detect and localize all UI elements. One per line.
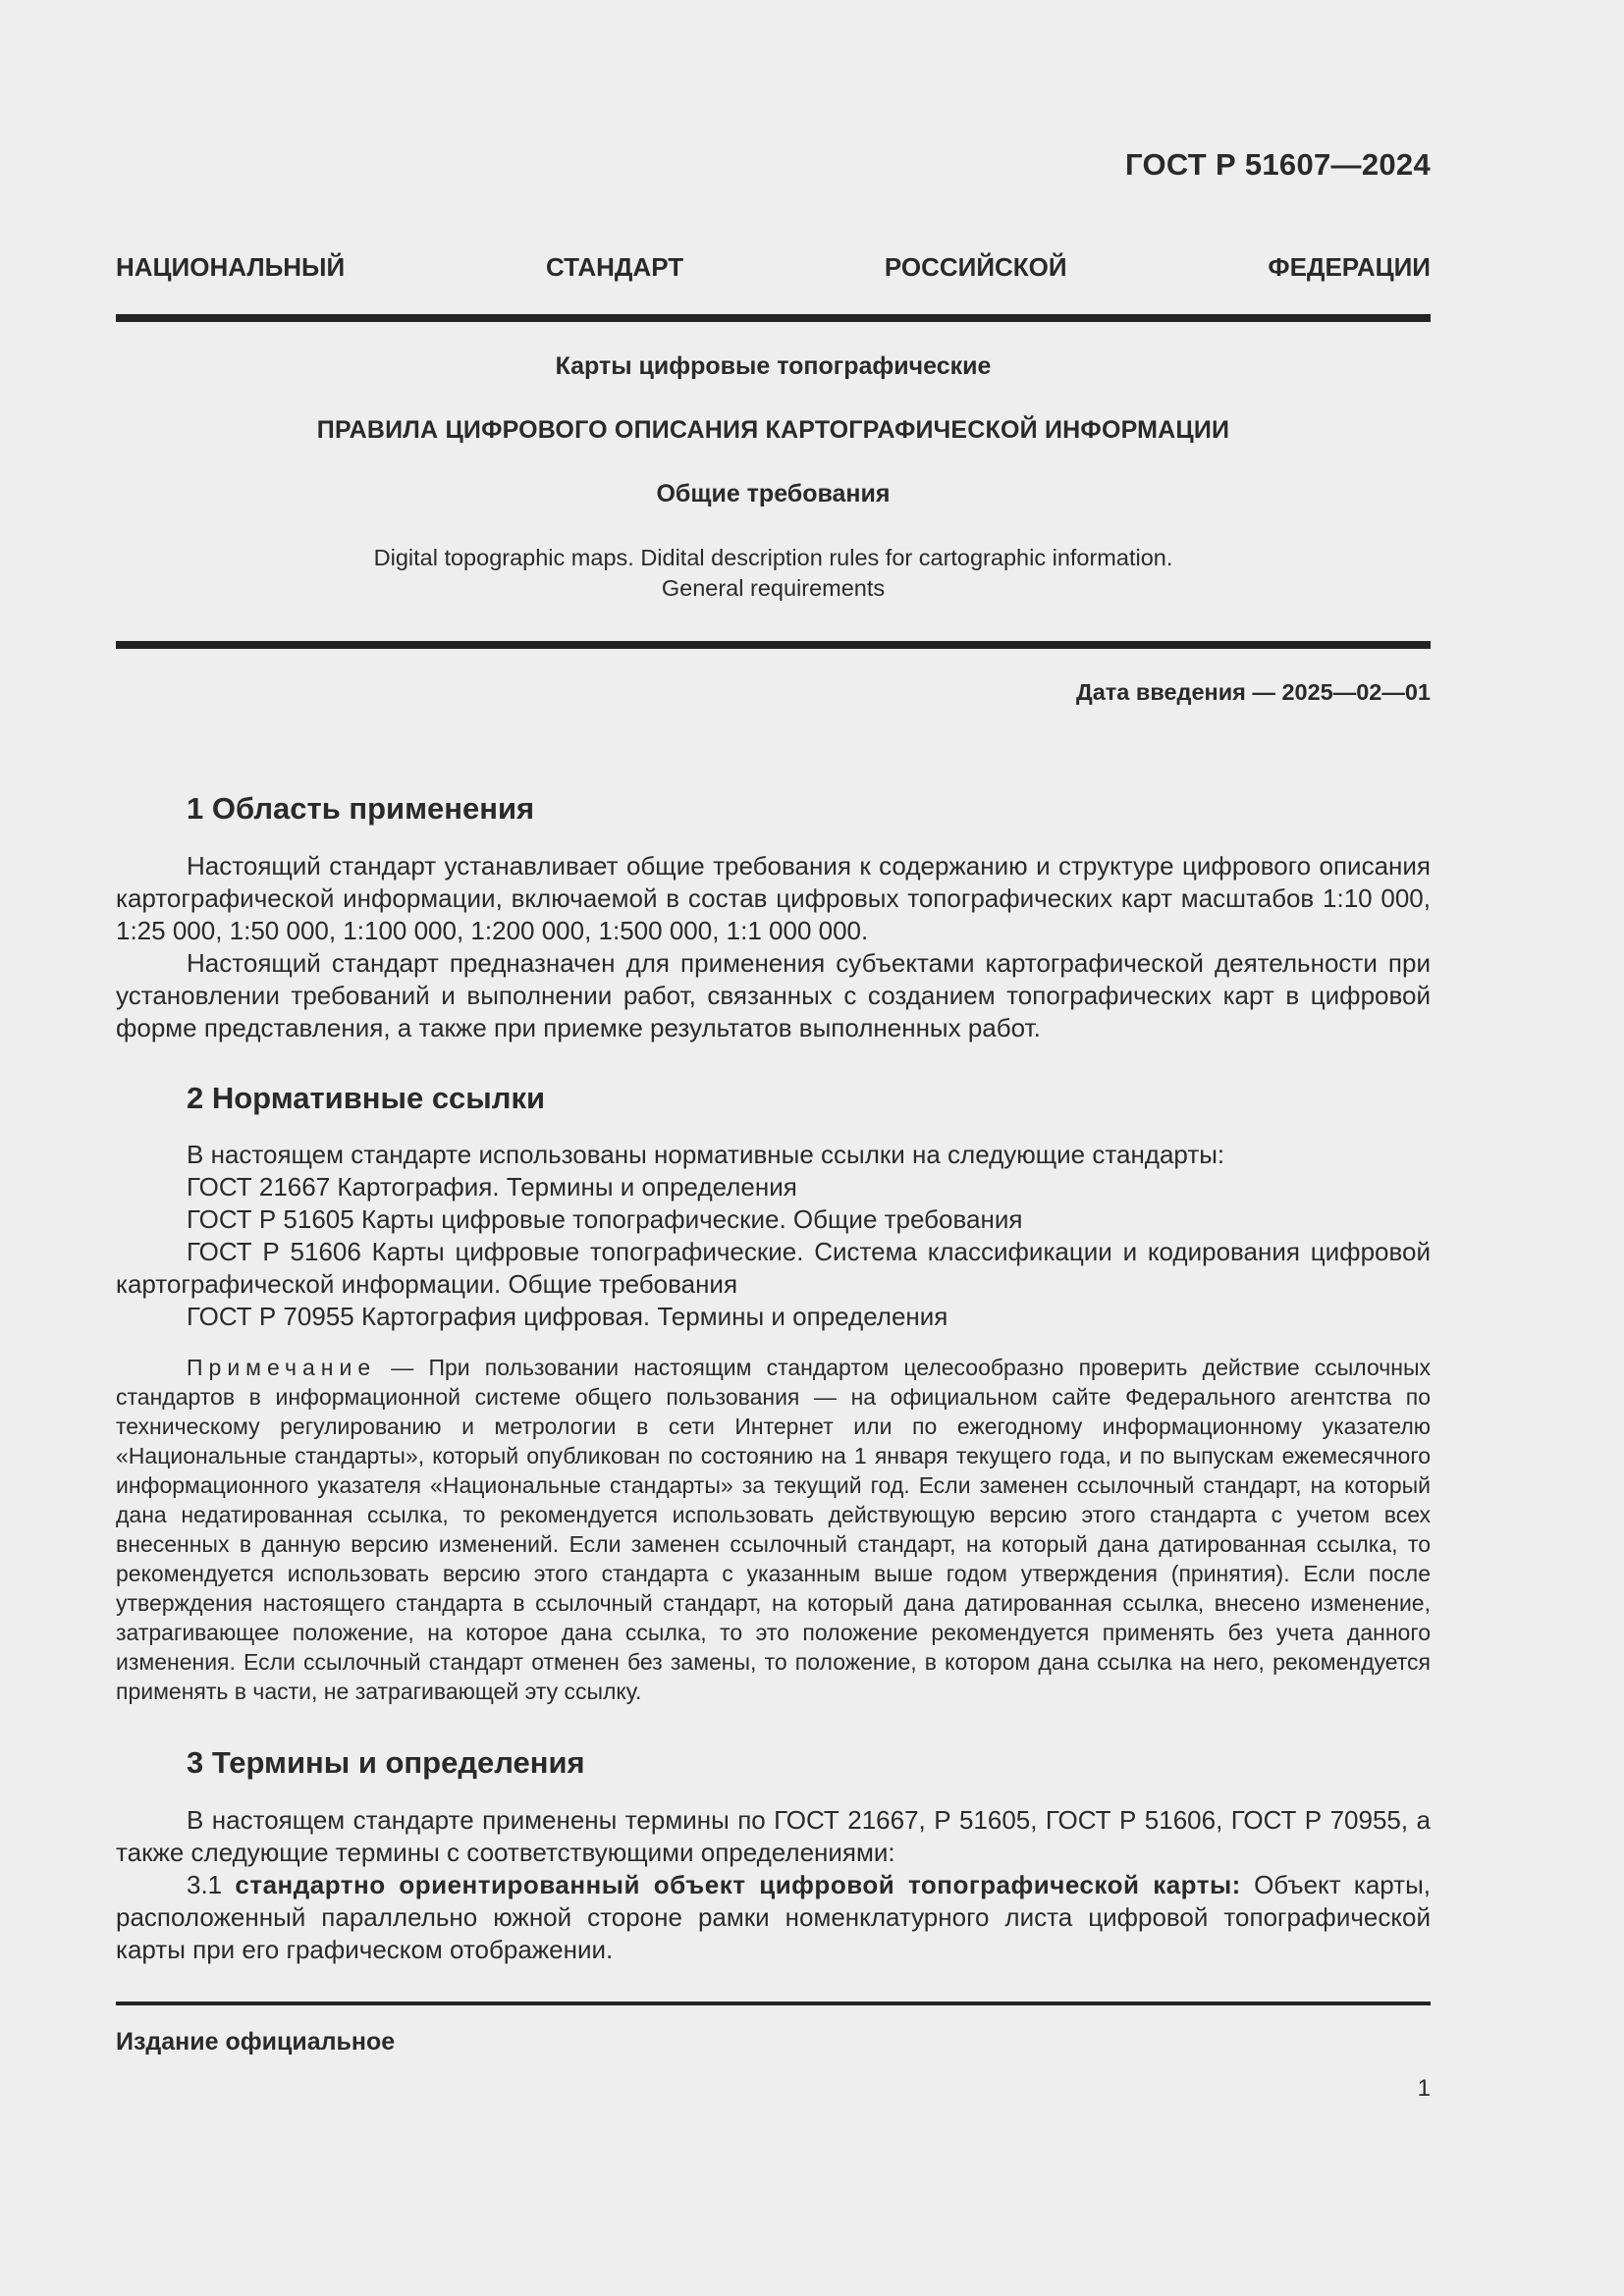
section-2-note [116, 1353, 1431, 1706]
definition-3-1 [116, 1869, 1431, 1966]
footer-rule [116, 2002, 1431, 2005]
official-edition-label: Издание официальное [116, 2028, 396, 2056]
definition-text: Объект карты, расположенный параллельно южной стороне рамки номенклатурного листа цифровой топографической карты при его графическом отображении. [116, 1870, 1431, 1964]
introduction-date: Дата введения — 2025—02—01 [1075, 679, 1431, 705]
english-title [116, 543, 1431, 604]
page-number: 1 [1417, 2075, 1431, 2102]
document-id: ГОСТ Р 51607—2024 [1125, 147, 1431, 182]
section-3-intro: В настоящем стандарте применены термины по ГОСТ 21667, Р 51605, ГОСТ Р 51606, ГОСТ Р 70955, а также следующие термины с соответствующими определениями: [116, 1805, 1431, 1867]
section-3-heading: 3 Термины и определения [187, 1745, 585, 1780]
section-1-heading: 1 Область применения [187, 791, 535, 826]
definition-number: 3.1 [187, 1870, 236, 1899]
section-2-body [116, 1139, 1431, 1333]
note-text: — При пользовании настоящим стандартом целесообразно проверить действие ссылочных стандартов в информационной системе общего пользования — на официальном сайте Федерального агентства по техническому регулированию и метрологии в сети Интернет или по ежегодному информационному указателю «Национальные стандарты», который опубликован по состоянию на 1 января текущего года, и по выпускам ежемесячного информационного указателя «Национальные стандарты» за текущий год. Если заменен ссылочный стандарт, на который дана недатированная ссылка, то рекомендуется использовать действующую версию этого стандарта с учетом всех внесенных в данную версию изменений. Если заменен ссылочный стандарт, на который дана датированная ссылка, то рекомендуется использовать версию этого стандарта с указанным выше годом утверждения (принятия). Если после утверждения настоящего стандарта в ссылочный стандарт, на который дана датированная ссылка, внесено изменение, затрагивающее положение, на которое дана ссылка, то это положение рекомендуется применять без учета данного изменения. Если ссылочный стандарт отменен без замены, то положение, в котором дана ссылка на него, рекомендуется применять в части, не затрагивающей эту ссылку. [116, 1355, 1431, 1704]
section-1-paragraph-2: Настоящий стандарт предназначен для применения субъектами картографической деятельности при установлении требований и выполнении работ, связанных с созданием топографических карт в цифровой форме представления, а также при приемке результатов выполненных работ. [116, 948, 1431, 1042]
note-label: Примечание [187, 1355, 377, 1380]
definition-term: стандартно ориентированный объект цифровой топографической карты: [235, 1870, 1241, 1899]
section-3-body [116, 1804, 1431, 1966]
reference-item: ГОСТ Р 51605 Карты цифровые топографические. Общие требования [187, 1204, 1023, 1234]
title-line-1: Карты цифровые топографические [555, 352, 992, 380]
section-2-heading: 2 Нормативные ссылки [187, 1081, 546, 1115]
section-1-body [116, 850, 1431, 1044]
title-line-3: Общие требования [656, 480, 891, 507]
top-rule [116, 314, 1431, 322]
english-title-line-1: Digital topographic maps. Didital description rules for cartographic information. [373, 545, 1173, 570]
english-title-line-2: General requirements [661, 575, 886, 601]
section-1-paragraph-1: Настоящий стандарт устанавливает общие требования к содержанию и структуре цифрового описания картографической информации, включаемой в состав цифровых топографических карт масштабов 1:10 000, 1:25 000, 1:50 000, 1:100 000, 1:200 000, 1:500 000, 1:1 000 000. [116, 851, 1431, 945]
title-bottom-rule [116, 641, 1431, 649]
title-line-2: ПРАВИЛА ЦИФРОВОГО ОПИСАНИЯ КАРТОГРАФИЧЕСКОЙ ИНФОРМАЦИИ [316, 416, 1230, 444]
reference-item: ГОСТ 21667 Картография. Термины и определения [187, 1172, 797, 1201]
reference-item: ГОСТ Р 70955 Картография цифровая. Термины и определения [187, 1302, 948, 1331]
reference-item: ГОСТ Р 51606 Карты цифровые топографические. Система классификации и кодирования цифровой картографической информации. Общие требования [116, 1237, 1431, 1299]
section-2-intro: В настоящем стандарте использованы нормативные ссылки на следующие стандарты: [187, 1140, 1225, 1169]
standard-title: НАЦИОНАЛЬНЫЙ СТАНДАРТ РОССИЙСКОЙ ФЕДЕРАЦИИ [116, 252, 1431, 282]
